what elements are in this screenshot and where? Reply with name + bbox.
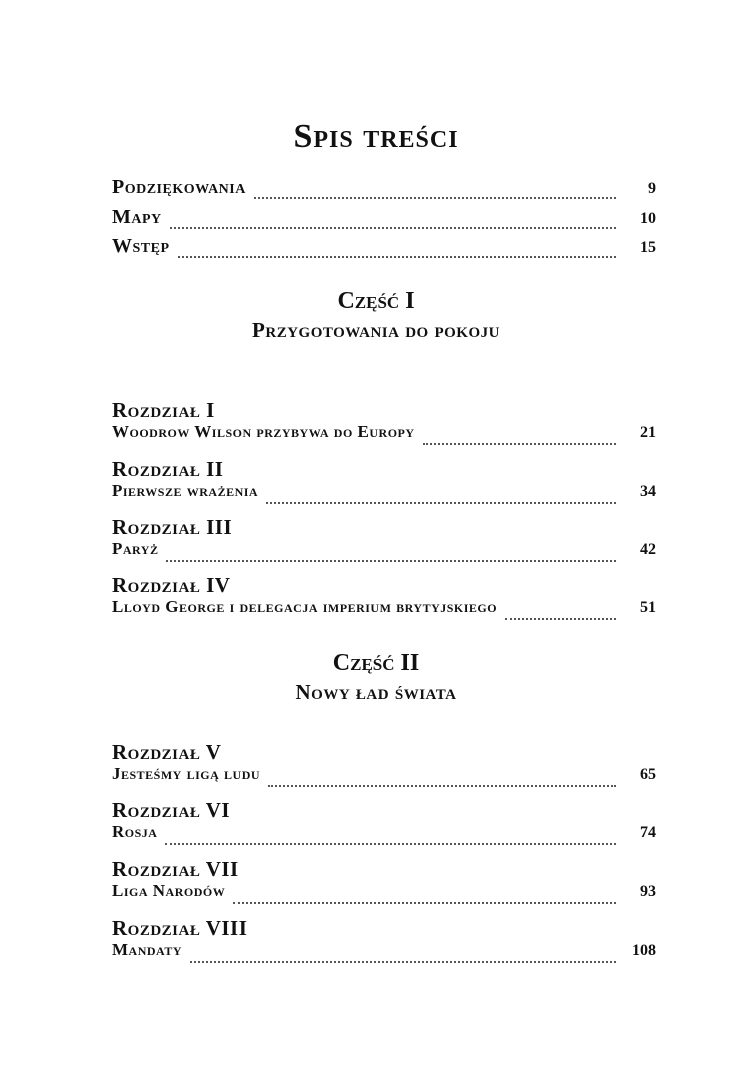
toc-entry-maps[interactable] xyxy=(112,206,656,236)
page-number: 74 xyxy=(640,824,656,841)
chapter-title: Liga Narodów xyxy=(112,881,226,900)
toc-entry-chapter[interactable] xyxy=(112,481,656,511)
part-number: Część II xyxy=(332,650,420,676)
entry-label: Wstęp xyxy=(112,235,170,257)
chapter-title: Rosja xyxy=(112,822,158,841)
chapter-title: Woodrow Wilson przybywa do Europy xyxy=(112,422,415,441)
page-number: 108 xyxy=(632,942,656,959)
page-number: 42 xyxy=(640,541,656,558)
chapter-heading: Rozdział I xyxy=(112,398,215,422)
toc-title: Spis treści xyxy=(293,118,459,155)
page-number: 15 xyxy=(640,239,656,256)
dot-leader xyxy=(254,196,616,199)
chapter-title: Mandaty xyxy=(112,940,182,959)
chapter-heading: Rozdział V xyxy=(112,740,222,764)
page-number: 93 xyxy=(640,883,656,900)
chapter-title: Lloyd George i delegacja imperium brytyjskiego xyxy=(112,597,498,616)
toc-entry-chapter[interactable] xyxy=(112,422,656,452)
part-title: Przygotowania do pokoju xyxy=(252,318,500,342)
dot-leader xyxy=(268,784,616,787)
dot-leader xyxy=(170,226,616,229)
chapter-heading: Rozdział VII xyxy=(112,857,239,881)
toc-entry-chapter[interactable] xyxy=(112,764,656,794)
entry-label: Mapy xyxy=(112,206,162,228)
page-number: 10 xyxy=(640,210,656,227)
page-number: 34 xyxy=(640,483,656,500)
dot-leader xyxy=(423,442,616,445)
chapter-title: Pierwsze wrażenia xyxy=(112,481,259,500)
dot-leader xyxy=(233,901,616,904)
toc-entry-chapter[interactable] xyxy=(112,881,656,911)
dot-leader xyxy=(266,501,616,504)
toc-entry-chapter[interactable] xyxy=(112,940,656,970)
entry-label: Podziękowania xyxy=(112,176,246,198)
toc-entry-introduction[interactable] xyxy=(112,235,656,265)
toc-entry-chapter[interactable] xyxy=(112,539,656,569)
toc-entry-acknowledgements[interactable] xyxy=(112,176,656,206)
page-number: 51 xyxy=(640,599,656,616)
page-number: 9 xyxy=(648,180,656,197)
chapter-title: Paryż xyxy=(112,539,159,558)
toc-entry-chapter[interactable] xyxy=(112,597,656,627)
dot-leader xyxy=(178,255,616,258)
dot-leader xyxy=(165,842,616,845)
dot-leader xyxy=(505,617,616,620)
page-number: 65 xyxy=(640,766,656,783)
chapter-heading: Rozdział IV xyxy=(112,573,231,597)
chapter-heading: Rozdział VIII xyxy=(112,916,248,940)
chapter-heading: Rozdział III xyxy=(112,515,233,539)
part-number: Część I xyxy=(337,288,415,314)
toc-entry-chapter[interactable] xyxy=(112,822,656,852)
part-title: Nowy ład świata xyxy=(295,680,457,704)
chapter-heading: Rozdział II xyxy=(112,457,224,481)
dot-leader xyxy=(190,960,616,963)
dot-leader xyxy=(166,559,616,562)
chapter-title: Jesteśmy ligą ludu xyxy=(112,764,261,783)
page-number: 21 xyxy=(640,424,656,441)
chapter-heading: Rozdział VI xyxy=(112,798,231,822)
